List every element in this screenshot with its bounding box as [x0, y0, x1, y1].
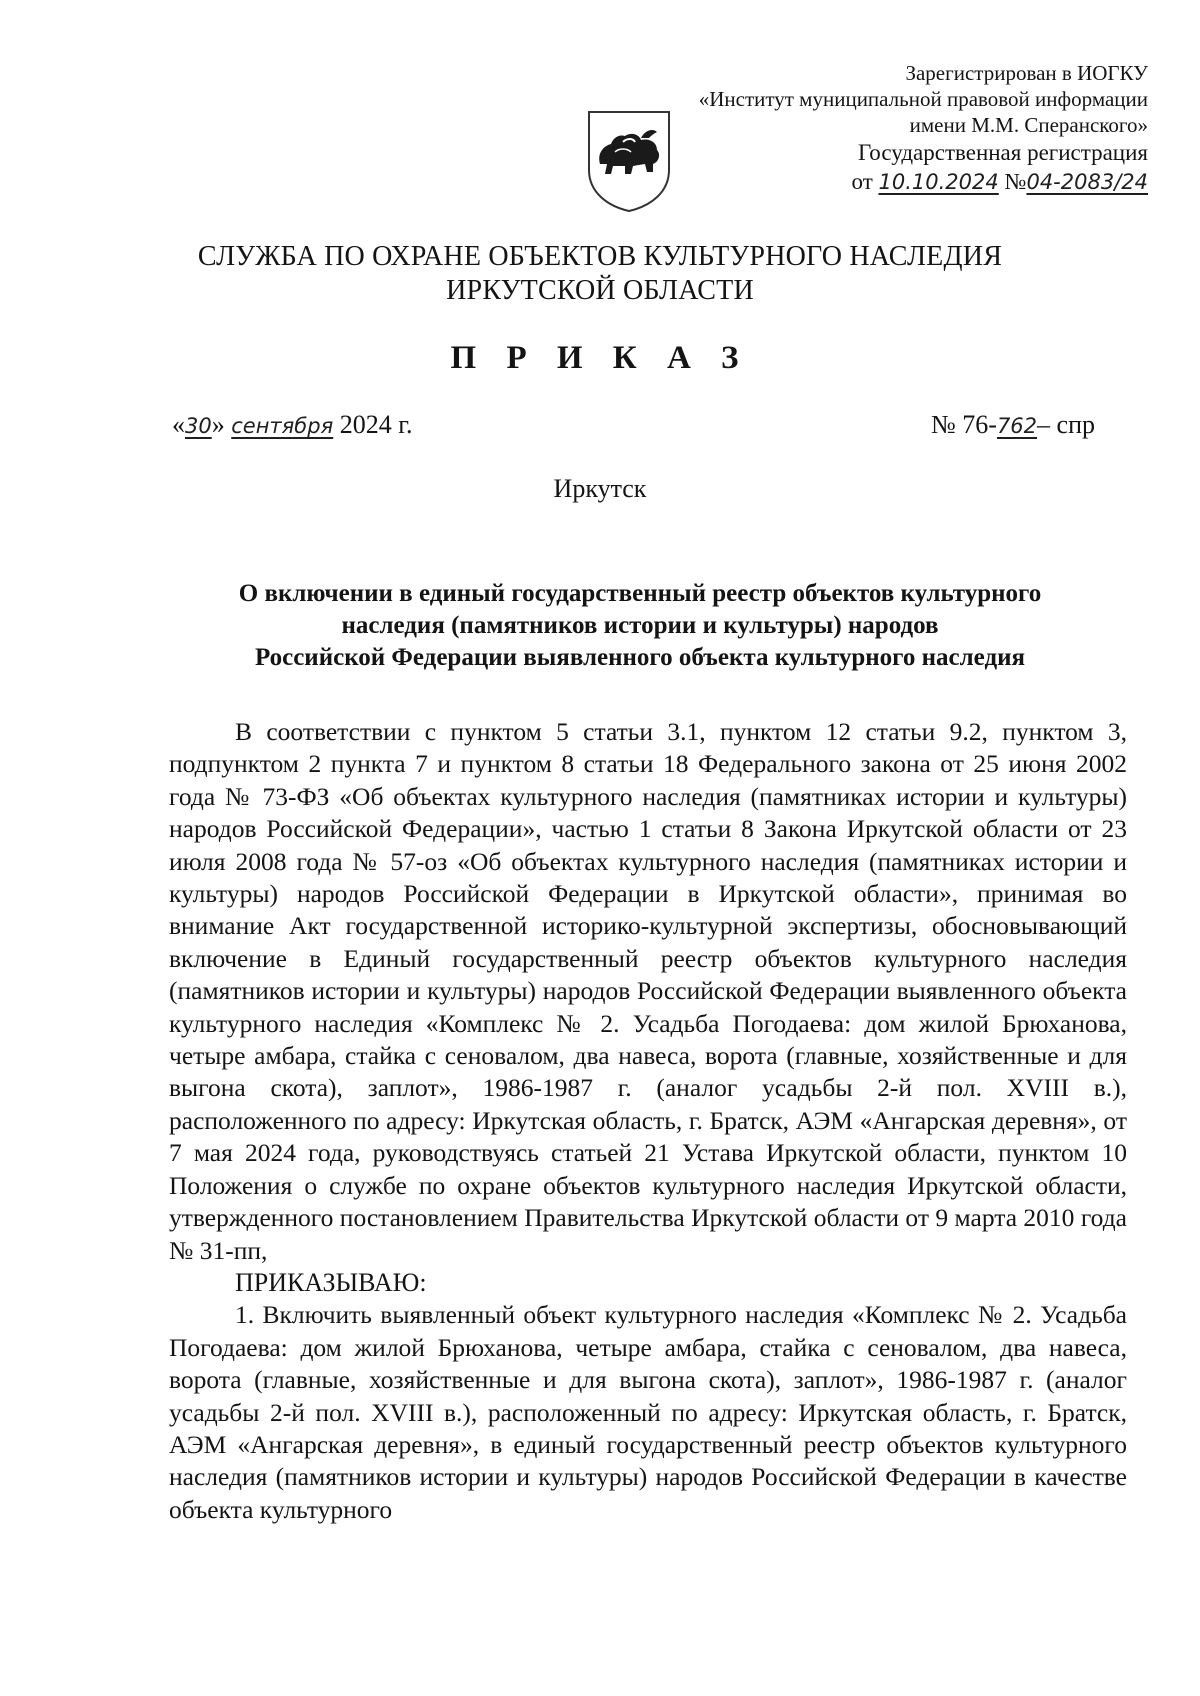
registration-date: 10.10.2024 — [878, 170, 999, 194]
order-word: ПРИКАЗЫВАЮ: — [235, 1267, 427, 1297]
number-suffix: – спр — [1037, 410, 1095, 439]
document-body — [169, 716, 1127, 1526]
document-number — [931, 410, 1095, 440]
document-type: П Р И К А З — [450, 340, 750, 376]
city: Иркутск — [553, 474, 647, 503]
registration-date-line — [699, 167, 1148, 197]
date-open-quote: « — [172, 410, 185, 439]
registration-line-2: «Институт муниципальной правовой информации — [698, 87, 1148, 111]
document-heading — [160, 578, 1120, 674]
date-close-quote: » — [211, 410, 225, 439]
order-item-1: 1. Включить выявленный объект культурного наследия «Комплекс № 2. Усадьба Погодаева: дом жилой Брюханова, четыре амбара, стайка с сеновалом, два навеса, ворота (главные, хозяйственные и для выгона скота), заплот», 1986-1987 г. (аналог усадьбы 2-й пол. XVIII в.), расположенный по адресу: Иркутская область, г. Братск, АЭМ «Ангарская деревня», в единый государственный реестр объектов культурного наследия (памятников истории и культуры) народов Российской Федерации в качестве объекта культурного — [169, 1300, 1127, 1524]
organization-name — [0, 240, 1200, 308]
organization-line-1: СЛУЖБА ПО ОХРАНЕ ОБЪЕКТОВ КУЛЬТУРНОГО НАСЛЕДИЯ — [197, 241, 1003, 272]
number-handwritten: 762 — [996, 414, 1038, 438]
registration-line-1: Зарегистрирован в ИОГКУ — [905, 61, 1148, 85]
date-year: 2024 г. — [339, 410, 413, 439]
registration-stamp — [699, 60, 1148, 197]
heading-line-3: Российской Федерации выявленного объекта культурного наследия — [254, 644, 1026, 671]
registration-number: 04-2083/24 — [1026, 170, 1148, 194]
registration-from-label: от — [851, 169, 873, 194]
heading-line-1: О включении в единый государственный реестр объектов культурного — [238, 580, 1042, 607]
date-day: 30 — [185, 414, 212, 438]
date-month: сентября — [231, 414, 334, 438]
heading-line-2: наследия (памятников истории и культуры) народов — [341, 612, 939, 639]
coat-of-arms-icon — [583, 108, 675, 214]
preamble-paragraph: В соответствии с пунктом 5 статьи 3.1, пунктом 12 статьи 9.2, пунктом 3, подпунктом 2 пункта 7 и пунктом 8 статьи 18 Федерального закона от 25 июня 2002 года № 73-ФЗ «Об объектах культурного наследия (памятниках истории и культуры) народов Российской Федерации», частью 1 статьи 8 Закона Иркутской области от 23 июля 2008 года № 57-оз «Об объектах культурного наследия (памятниках истории и культуры) народов Российской Федерации в Иркутской области», принимая во внимание Акт государственной историко-культурной экспертизы, обосновывающий включение в Единый государственный реестр объектов культурного наследия (памятников истории и культуры) народов Российской Федерации выявленного объекта культурного наследия «Комплекс № 2. Усадьба Погодаева: дом жилой Брюханова, четыре амбара, стайка с сеновалом, два навеса, ворота (главные, хозяйственные и для выгона скота), заплот», 1986-1987 г. (аналог усадьбы 2-й пол. XVIII в.), расположенного по адресу: Иркутская область, г. Братск, АЭМ «Ангарская деревня», от 7 мая 2024 года, руководствуясь статьей 21 Устава Иркутской области, пунктом 10 Положения о службе по охране объектов культурного наследия Иркутской области, утвержденного постановлением Правительства Иркутской области от 9 марта 2010 года № 31-пп, — [169, 717, 1127, 1265]
document-date — [172, 410, 412, 440]
registration-line-4: Государственная регистрация — [858, 140, 1148, 165]
number-prefix: № 76- — [930, 410, 997, 439]
registration-number-label: № — [1004, 169, 1027, 194]
organization-line-2: ИРКУТСКОЙ ОБЛАСТИ — [446, 275, 754, 306]
registration-line-3: имени М.М. Сперанского» — [909, 113, 1148, 137]
